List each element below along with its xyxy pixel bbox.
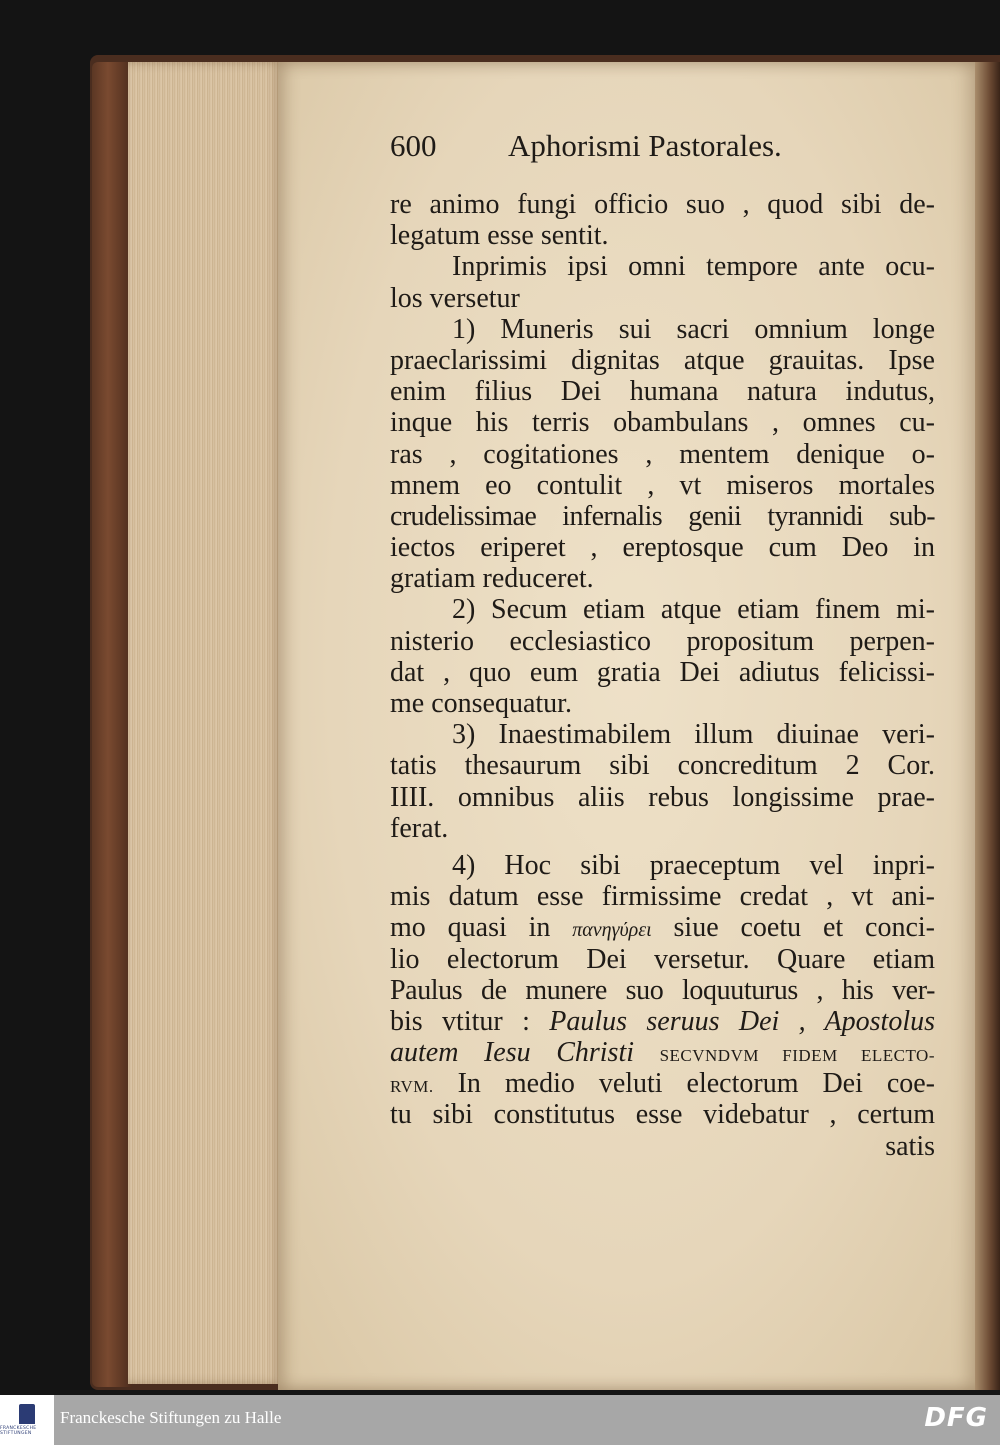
- text-line: iectos eriperet , ereptosque cum Deo in: [390, 532, 935, 564]
- text-line: 2) Secum etiam atque etiam finem mi-: [452, 594, 935, 626]
- institution-logo[interactable]: [0, 1395, 54, 1445]
- book-spine-edge: [92, 62, 132, 1387]
- small-caps-text: RVM.: [390, 1077, 434, 1097]
- text-line: lio electorum Dei versetur. Quare etiam: [390, 943, 935, 975]
- catchword: satis: [885, 1130, 935, 1162]
- page-number: 600: [390, 128, 437, 163]
- text-line: tatis thesaurum sibi concreditum 2 Cor.: [390, 750, 935, 782]
- small-caps-text: SECVNDVM FIDEM ELECTO-: [659, 1046, 935, 1066]
- text-line: 1) Muneris sui sacri omnium longe: [452, 313, 935, 345]
- text-segment: siue coetu et conci-: [673, 912, 936, 944]
- text-line: enim filius Dei humana natura indutus,: [390, 376, 935, 408]
- italic-quote: Paulus seruus Dei , Apostolus: [549, 1005, 935, 1037]
- text-segment: In medio veluti electorum Dei coe-: [457, 1068, 936, 1100]
- page-text-block: [390, 128, 935, 1162]
- text-segment: bis vtitur :: [390, 1005, 530, 1037]
- book-gutter: [975, 62, 1000, 1390]
- text-line: los versetur: [390, 282, 520, 314]
- text-line: legatum esse sentit.: [390, 220, 609, 252]
- text-line: re animo fungi officio suo , quod sibi de-: [390, 189, 935, 220]
- text-line: [390, 912, 935, 943]
- text-line: IIII. omnibus aliis rebus longissime prae-: [390, 781, 935, 813]
- text-line: ferat.: [390, 812, 449, 844]
- text-line: [390, 1037, 935, 1068]
- text-line: inque his terris obambulans , omnes cu-: [390, 407, 935, 439]
- text-line: 3) Inaestimabilem illum diuinae veri-: [452, 719, 935, 751]
- text-line: [390, 1068, 935, 1099]
- text-line: gratiam reduceret.: [390, 563, 594, 595]
- dfg-logo[interactable]: DFG: [924, 1403, 988, 1433]
- page-stack-edges: [128, 62, 283, 1384]
- text-line: nisterio ecclesiastico propositum perpen-: [390, 625, 935, 657]
- institution-name[interactable]: Franckesche Stiftungen zu Halle: [60, 1408, 282, 1427]
- text-line: ras , cogitationes , mentem denique o-: [390, 438, 935, 470]
- text-line: [390, 1006, 935, 1037]
- footer-bar: [0, 1395, 1000, 1445]
- logo-text: FRANCKESCHE STIFTUNGEN: [0, 1426, 37, 1436]
- text-line: mnem eo contulit , vt miseros mortales: [390, 469, 935, 501]
- text-line: me consequatur.: [390, 688, 572, 719]
- text-line: Paulus de munere suo loquuturus , his ver-: [390, 974, 935, 1006]
- text-line: tu sibi constitutus esse videbatur , certum: [390, 1099, 935, 1131]
- building-icon: [19, 1404, 35, 1424]
- text-line: crudelissimae infernalis genii tyrannidi sub-: [390, 500, 935, 532]
- running-head: [390, 128, 935, 173]
- text-line: praeclarissimi dignitas atque grauitas. Ipse: [390, 344, 935, 376]
- running-title: Aphorismi Pastorales.: [508, 128, 782, 163]
- text-segment: mo quasi in: [390, 912, 551, 944]
- italic-quote: autem Iesu Christi: [390, 1037, 635, 1069]
- greek-word: πανηγύρει: [572, 919, 652, 942]
- text-line: dat , quo eum gratia Dei adiutus felicissi-: [390, 656, 935, 688]
- text-line: mis datum esse firmissime credat , vt ani-: [390, 881, 935, 913]
- text-line: Inprimis ipsi omni tempore ante ocu-: [452, 251, 935, 283]
- text-line: 4) Hoc sibi praeceptum vel inpri-: [452, 849, 935, 881]
